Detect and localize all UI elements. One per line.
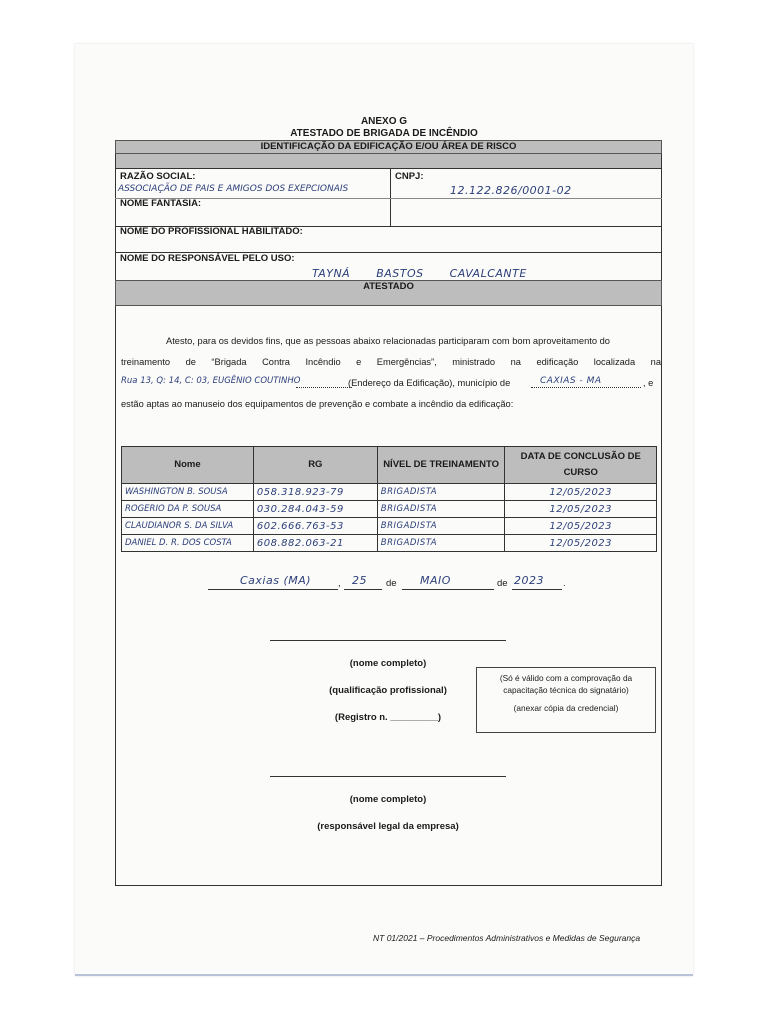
date-line xyxy=(208,572,568,592)
razao-social-label: RAZÃO SOCIAL: xyxy=(120,171,196,182)
address-caption: (Endereço da Edificação), município de xyxy=(348,378,511,388)
signature-line-1 xyxy=(270,640,506,641)
line3-end: , e xyxy=(643,378,654,388)
atestado-line-4: estão aptas ao manuseio dos equipamentos de prevenção e combate a incêndio da edificação: xyxy=(121,399,514,409)
signature-line-2 xyxy=(270,776,506,777)
cell-data: 12/05/2023 xyxy=(505,518,657,535)
profissional-label: NOME DO PROFISSIONAL HABILITADO: xyxy=(120,226,303,237)
place-value: Caxias (MA) xyxy=(240,574,312,587)
de-label-1: de xyxy=(386,578,397,589)
column-header-nivel: NÍVEL DE TREINAMENTO xyxy=(377,447,505,484)
column-header-data: DATA DE CONCLUSÃO DE CURSO xyxy=(505,447,657,484)
document-title: ATESTADO DE BRIGADA DE INCÊNDIO xyxy=(290,128,478,139)
validity-note-box xyxy=(476,667,656,733)
cell-data: 12/05/2023 xyxy=(505,484,657,501)
year-value: 2023 xyxy=(514,574,544,587)
note-line-1: (Só é válido com a comprovação da xyxy=(499,673,633,683)
day-rule xyxy=(344,589,382,590)
municipio-fill xyxy=(531,373,641,388)
address-fill xyxy=(296,373,352,388)
nome-fantasia-label: NOME FANTASIA: xyxy=(120,198,202,209)
atestado-header: ATESTADO xyxy=(115,280,662,306)
divider xyxy=(115,168,662,169)
cell-nome: ROGERIO DA P. SOUSA xyxy=(122,501,254,518)
table-row xyxy=(122,535,657,552)
responsavel-label: NOME DO RESPONSÁVEL PELO USO: xyxy=(120,253,295,264)
cell-rg: 030.284.043-59 xyxy=(253,501,377,518)
table-row xyxy=(122,484,657,501)
identification-header: IDENTIFICAÇÃO DA EDIFICAÇÃO E/OU ÁREA DE RISCO xyxy=(115,140,662,154)
signature-role: (responsável legal da empresa) xyxy=(317,821,459,832)
atestado-line-1: Atesto, para os devidos fins, que as pessoas abaixo relacionadas participaram com bom aproveitamento do xyxy=(166,336,610,346)
cnpj-value: 12.122.826/0001-02 xyxy=(450,184,572,197)
month-value: MAIO xyxy=(420,574,451,587)
cell-data: 12/05/2023 xyxy=(505,535,657,552)
cell-nome: DANIEL D. R. DOS COSTA xyxy=(122,535,254,552)
atestado-line-3 xyxy=(121,373,661,394)
cell-nivel: BRIGADISTA xyxy=(377,518,505,535)
sheet-edge xyxy=(75,974,693,976)
cnpj-label: CNPJ: xyxy=(395,171,424,182)
de-label-2: de xyxy=(497,578,508,589)
atestado-line-2: treinamento de “Brigada Contra Incêndio e Emergências”, ministrado na edificação localizada na xyxy=(121,357,661,367)
column-header-rg: RG xyxy=(253,447,377,484)
signature-name-1: (nome completo) xyxy=(349,658,427,669)
cell-data: 12/05/2023 xyxy=(505,501,657,518)
address-value: Rua 13, Q: 14, C: 03, EUGÊNIO COUTINHO xyxy=(121,376,301,386)
column-header-nome: Nome xyxy=(122,447,254,484)
trainees-table xyxy=(121,446,657,552)
comma-separator: , xyxy=(338,578,341,589)
year-rule xyxy=(512,589,562,590)
cell-nome: CLAUDIANOR S. DA SILVA xyxy=(122,518,254,535)
signature-qualification: (qualificação profissional) xyxy=(329,685,447,696)
annex-label: ANEXO G xyxy=(360,116,408,127)
razao-social-value: ASSOCIAÇÃO DE PAIS E AMIGOS DOS EXEPCIONAIS xyxy=(118,184,349,194)
cell-nivel: BRIGADISTA xyxy=(377,535,505,552)
note-line-2: capacitação técnica do signatário) xyxy=(503,685,629,695)
note-line-3: (anexar cópia da credencial) xyxy=(513,703,619,713)
month-rule xyxy=(402,589,494,590)
signature-registro: (Registro n. _________) xyxy=(334,712,442,723)
date-end: . xyxy=(563,578,566,589)
cell-rg: 602.666.763-53 xyxy=(253,518,377,535)
cell-rg: 058.318.923-79 xyxy=(253,484,377,501)
place-rule xyxy=(208,589,338,590)
cell-nome: WASHINGTON B. SOUSA xyxy=(122,484,254,501)
table-header-row xyxy=(122,447,657,484)
day-value: 25 xyxy=(352,574,367,587)
divider xyxy=(390,168,391,226)
table-row xyxy=(122,501,657,518)
cell-nivel: BRIGADISTA xyxy=(377,501,505,518)
cell-nivel: BRIGADISTA xyxy=(377,484,505,501)
footer-text: NT 01/2021 – Procedimentos Administrativos e Medidas de Segurança xyxy=(373,933,641,943)
municipio-value: CAXIAS - MA xyxy=(540,376,602,386)
identification-spacer xyxy=(116,154,661,168)
cell-rg: 608.882.063-21 xyxy=(253,535,377,552)
signature-name-2: (nome completo) xyxy=(349,794,427,805)
table-row xyxy=(122,518,657,535)
responsavel-value: TAYNÁ BASTOS CAVALCANTE xyxy=(312,267,527,280)
